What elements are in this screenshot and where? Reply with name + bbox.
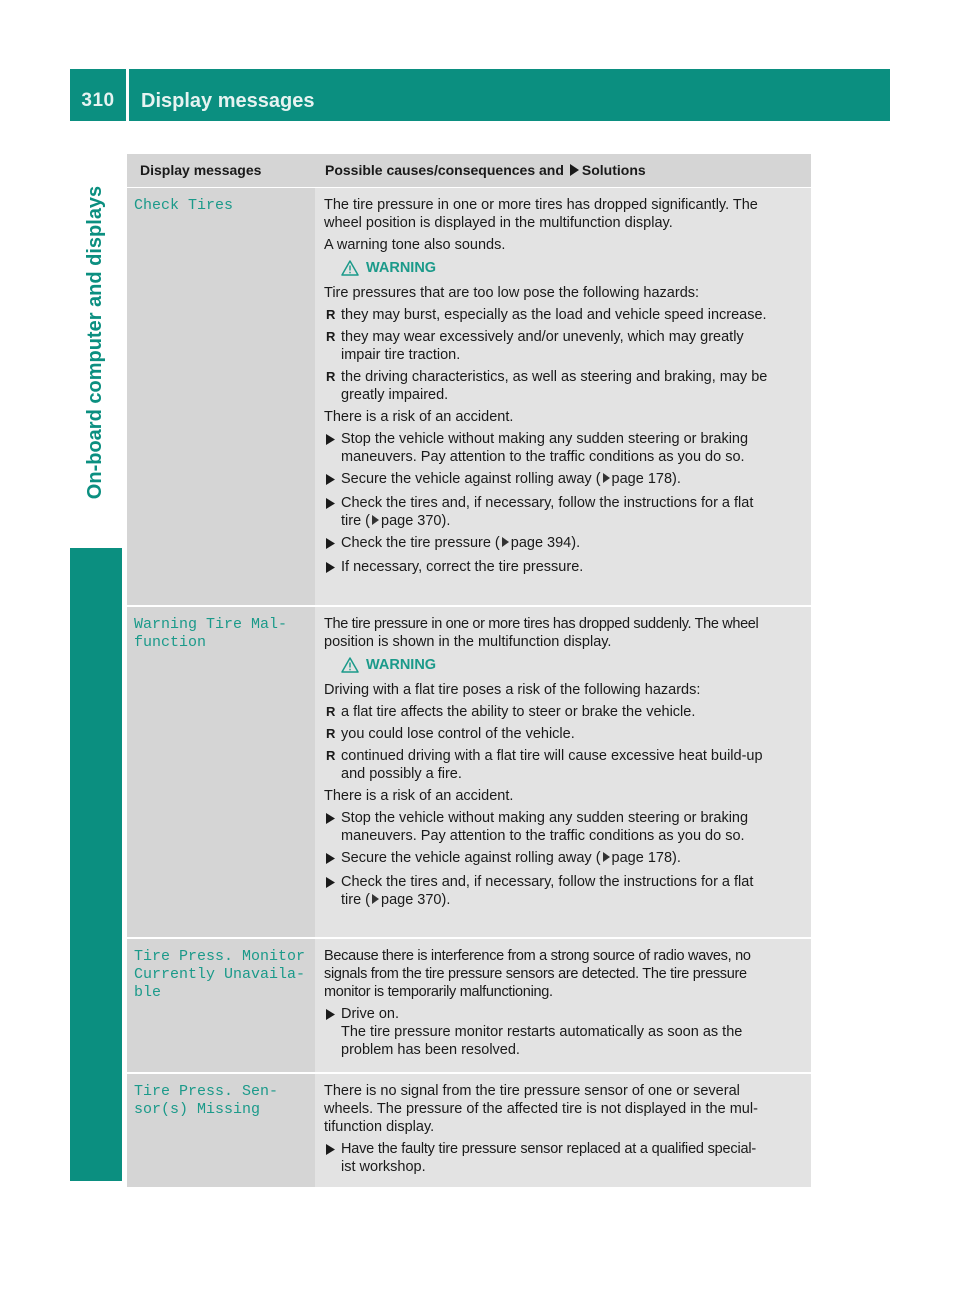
step-arrow-icon	[326, 853, 335, 864]
instruction-step: Check the tire pressure ( page 394).	[324, 534, 803, 554]
section-side-label-text: On-board computer and displays	[84, 185, 107, 499]
table-row	[127, 939, 811, 1074]
bullet-icon: R	[326, 369, 336, 384]
list-item: R a flat tire affects the ability to steer or brake the vehicle.	[326, 704, 696, 720]
page-number: 310	[81, 90, 115, 111]
extra-text: A warning tone also sounds.	[324, 237, 506, 253]
step-arrow-icon	[326, 813, 335, 824]
warning-heading	[341, 260, 803, 276]
description-cell	[315, 1074, 811, 1187]
table-row	[127, 188, 811, 607]
warning-label: WARNING	[366, 260, 437, 276]
intro-text: There is no signal from the tire pressure sensor of one or several wheels. The pressure of the affected tire is not displayed in the mul‐ tifunction display.	[324, 1083, 758, 1135]
list-item: R you could lose control of the vehicle.	[326, 726, 575, 742]
page-reference-link[interactable]: page 370	[381, 513, 442, 529]
instruction-step: Secure the vehicle against rolling away ( page 178).	[324, 849, 803, 869]
page-ref-icon	[372, 515, 379, 525]
column-header-solutions-text: Solutions	[581, 162, 646, 178]
solution-arrow-icon	[570, 164, 579, 176]
bullet-icon: R	[326, 329, 336, 344]
step-arrow-icon	[326, 498, 335, 509]
risk-text: There is a risk of an accident.	[324, 409, 514, 425]
bullet-icon: R	[326, 726, 336, 741]
step-arrow-icon	[326, 1009, 335, 1020]
table-row	[127, 1074, 811, 1187]
step-arrow-icon	[326, 434, 335, 445]
instruction-step: Secure the vehicle against rolling away ( page 178).	[324, 470, 803, 490]
page-ref-icon	[502, 537, 509, 547]
column-header-messages: Display messages	[140, 162, 262, 178]
list-item: R continued driving with a flat tire will cause excessive heat build-up and possibly a fire.	[326, 748, 763, 782]
instruction-step: Have the faulty tire pressure sensor replaced at a qualified special‐ ist workshop.	[324, 1140, 803, 1176]
bullet-icon: R	[326, 704, 336, 719]
message-cell	[127, 188, 315, 605]
warning-triangle-icon	[341, 260, 359, 276]
display-message-text: Check Tires	[134, 197, 234, 214]
message-cell	[127, 939, 315, 1072]
intro-text: Because there is interference from a strong source of radio waves, no signals from the tire pressure sensors are detected. The tire pressure monitor is temporarily malfunctioning.	[324, 948, 751, 1000]
column-header-causes	[315, 154, 811, 187]
page-reference-link[interactable]: page 178	[611, 471, 673, 487]
instruction-step: Check the tires and, if necessary, follow the instructions for a flat tire ( page 370).	[324, 494, 803, 530]
step-arrow-icon	[326, 877, 335, 888]
list-item: R the driving characteristics, as well as steering and braking, may be greatly impaired.	[326, 369, 768, 403]
warning-triangle-icon	[341, 657, 359, 673]
risk-text: There is a risk of an accident.	[324, 788, 514, 804]
message-cell	[127, 1074, 315, 1187]
table-row	[127, 607, 811, 939]
page-reference-link[interactable]: page 370	[381, 892, 442, 908]
step-arrow-icon	[326, 538, 335, 549]
display-message-text: Tire Press. Monitor Currently Unavaila‐ ble	[134, 948, 306, 1001]
intro-text: The tire pressure in one or more tires has dropped suddenly. The wheel position is shown in the multifunction display.	[324, 616, 759, 650]
step-arrow-icon	[326, 562, 335, 573]
description-cell	[315, 607, 811, 937]
display-message-text: Tire Press. Sen‐ sor(s) Missing	[134, 1083, 279, 1118]
hazard-intro: Driving with a flat tire poses a risk of the following hazards:	[324, 682, 701, 698]
bullet-icon: R	[326, 748, 336, 763]
page-title: Display messages	[141, 90, 315, 112]
page-reference-link[interactable]: page 178	[611, 850, 673, 866]
instruction-step: Check the tires and, if necessary, follow the instructions for a flat tire ( page 370).	[324, 873, 803, 909]
display-message-text: Warning Tire Mal‐ function	[134, 616, 288, 651]
step-arrow-icon	[326, 1144, 335, 1155]
warning-heading	[341, 657, 803, 673]
description-cell	[315, 939, 811, 1072]
hazard-intro: Tire pressures that are too low pose the following hazards:	[324, 285, 700, 301]
header-divider	[126, 69, 129, 121]
warning-label: WARNING	[366, 657, 437, 673]
bullet-icon: R	[326, 307, 336, 322]
intro-text: The tire pressure in one or more tires has dropped significantly. The wheel position is displayed in the multifunction display.	[324, 197, 758, 231]
column-header-causes-text: Possible causes/consequences and	[325, 162, 564, 178]
page-ref-icon	[372, 894, 379, 904]
instruction-step: Stop the vehicle without making any sudden steering or braking maneuvers. Pay attention to the traffic conditions as you do so.	[324, 430, 803, 466]
page-reference-link[interactable]: page 394	[510, 535, 572, 551]
section-side-label	[70, 148, 122, 536]
section-side-block	[70, 548, 122, 1181]
instruction-step: Drive on. The tire pressure monitor restarts automatically as soon as the problem has been resolved.	[324, 1005, 803, 1059]
instruction-step: If necessary, correct the tire pressure.	[324, 558, 803, 578]
message-cell	[127, 607, 315, 937]
description-cell	[315, 188, 811, 605]
step-arrow-icon	[326, 474, 335, 485]
page-ref-icon	[603, 852, 610, 862]
list-item: R they may burst, especially as the load and vehicle speed increase.	[326, 307, 767, 323]
list-item: R they may wear excessively and/or unevenly, which may greatly impair tire traction.	[326, 329, 744, 363]
page-ref-icon	[603, 473, 610, 483]
instruction-step: Stop the vehicle without making any sudden steering or braking maneuvers. Pay attention to the traffic conditions as you do so.	[324, 809, 803, 845]
display-messages-table	[127, 154, 811, 1187]
table-header	[127, 154, 811, 188]
